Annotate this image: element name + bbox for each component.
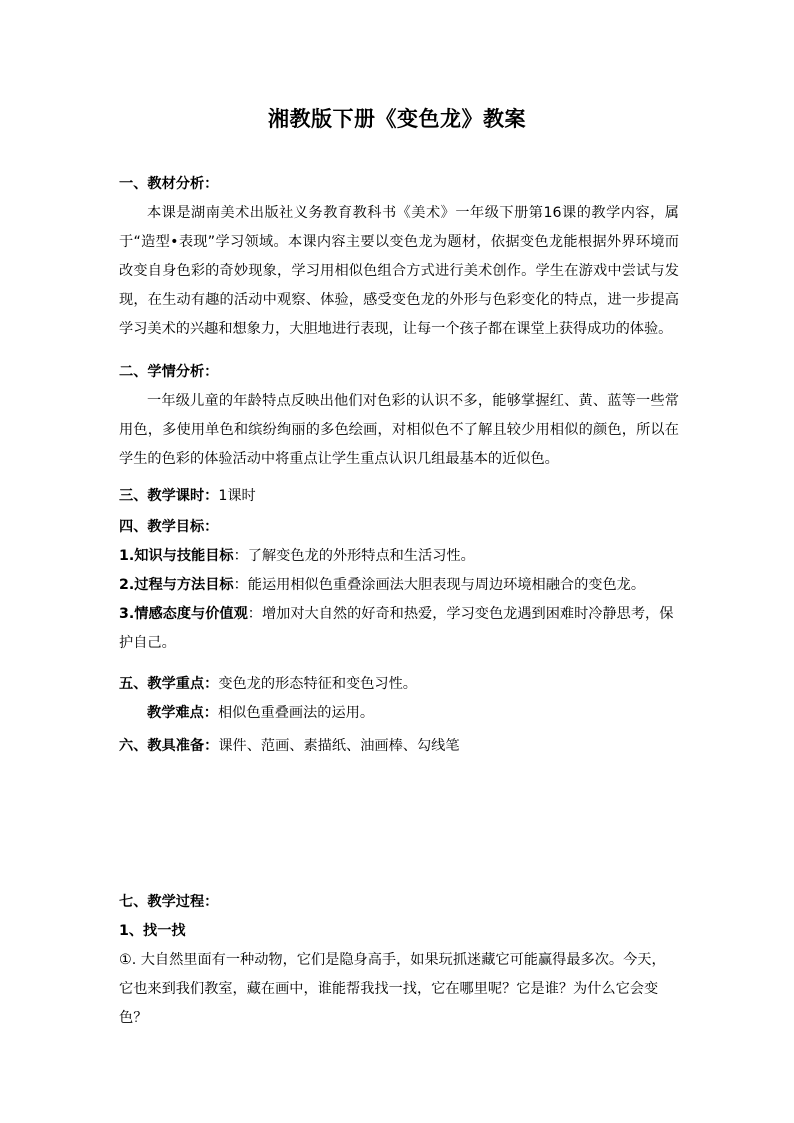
section-heading: 七、教学过程： — [119, 894, 219, 910]
section-heading: 一、教材分析： — [119, 176, 219, 192]
goal-text: ：增加对大自然的好奇和热爱，学习变色龙遇到困难时冷静思考，保护自己。 — [119, 606, 674, 651]
section-teaching-process — [119, 888, 679, 1033]
sub-heading: 1、找一找 — [119, 923, 186, 939]
sub-value: 相似色重叠画法的运用。 — [217, 705, 375, 721]
section-class-hours — [119, 482, 679, 511]
page-title: 湘教版下册《变色龙》教案 — [268, 107, 526, 131]
section-value: 1课时 — [218, 488, 256, 504]
section-heading: 三、教学课时： — [119, 488, 219, 504]
section-value: 变色龙的形态特征和变色习性。 — [218, 676, 417, 692]
section-teaching-aids — [119, 732, 679, 761]
section-paragraph: 本课是湖南美术出版社义务教育教科书《美术》一年级下册第16课的教学内容，属于“造型•表现”学习领域。本课内容主要以变色龙为题材，依据变色龙能根据外界环境而改变自身色彩的奇妙现象，学习用相似色组合方式进行美术创作。学生在游戏中尝试与发现，在生动有趣的活动中观察、体验，感受变色龙的外形与色彩变化的特点，进一步提高学习美术的兴趣和想象力，大胆地进行表现，让每一个孩子都在课堂上获得成功的体验。 — [119, 205, 679, 337]
section-textbook-analysis — [119, 170, 679, 344]
goal-text: ：了解变色龙的外形特点和生活习性。 — [233, 548, 475, 564]
goal-label: 3.情感态度与价值观 — [119, 606, 248, 622]
section-teaching-goals — [119, 513, 679, 658]
section-heading: 二、学情分析： — [119, 364, 219, 380]
section-heading: 四、教学目标： — [119, 519, 219, 535]
section-paragraph: ①. 大自然里面有一种动物，它们是隐身高手，如果玩抓迷藏它可能赢得最多次。今天，它也来到我们教室，藏在画中，谁能帮我找一找，它在哪里呢？它是谁？为什么它会变色？ — [119, 952, 666, 1026]
section-paragraph: 一年级儿童的年龄特点反映出他们对色彩的认识不多，能够掌握红、黄、蓝等一些常用色，多使用单色和缤纷绚丽的多色绘画，对相似色不了解且较少用相似的颜色，所以在学生的色彩的体验活动中将重点让学生重点认识几组最基本的近似色。 — [119, 393, 679, 467]
section-heading: 六、教具准备： — [119, 738, 219, 754]
section-student-analysis — [119, 358, 679, 474]
section-value: 课件、范画、素描纸、油画棒、勾线笔 — [218, 738, 460, 754]
goal-item — [119, 571, 679, 600]
goal-label: 1.知识与技能目标 — [119, 548, 234, 564]
goal-label: 2.过程与方法目标 — [119, 577, 234, 593]
sub-heading: 教学难点： — [147, 705, 218, 721]
goal-item — [119, 542, 679, 571]
section-heading: 五、教学重点： — [119, 676, 219, 692]
goal-item — [119, 600, 679, 658]
section-key-points — [119, 670, 679, 728]
goal-text: ：能运用相似色重叠涂画法大胆表现与周边环境相融合的变色龙。 — [233, 577, 646, 593]
